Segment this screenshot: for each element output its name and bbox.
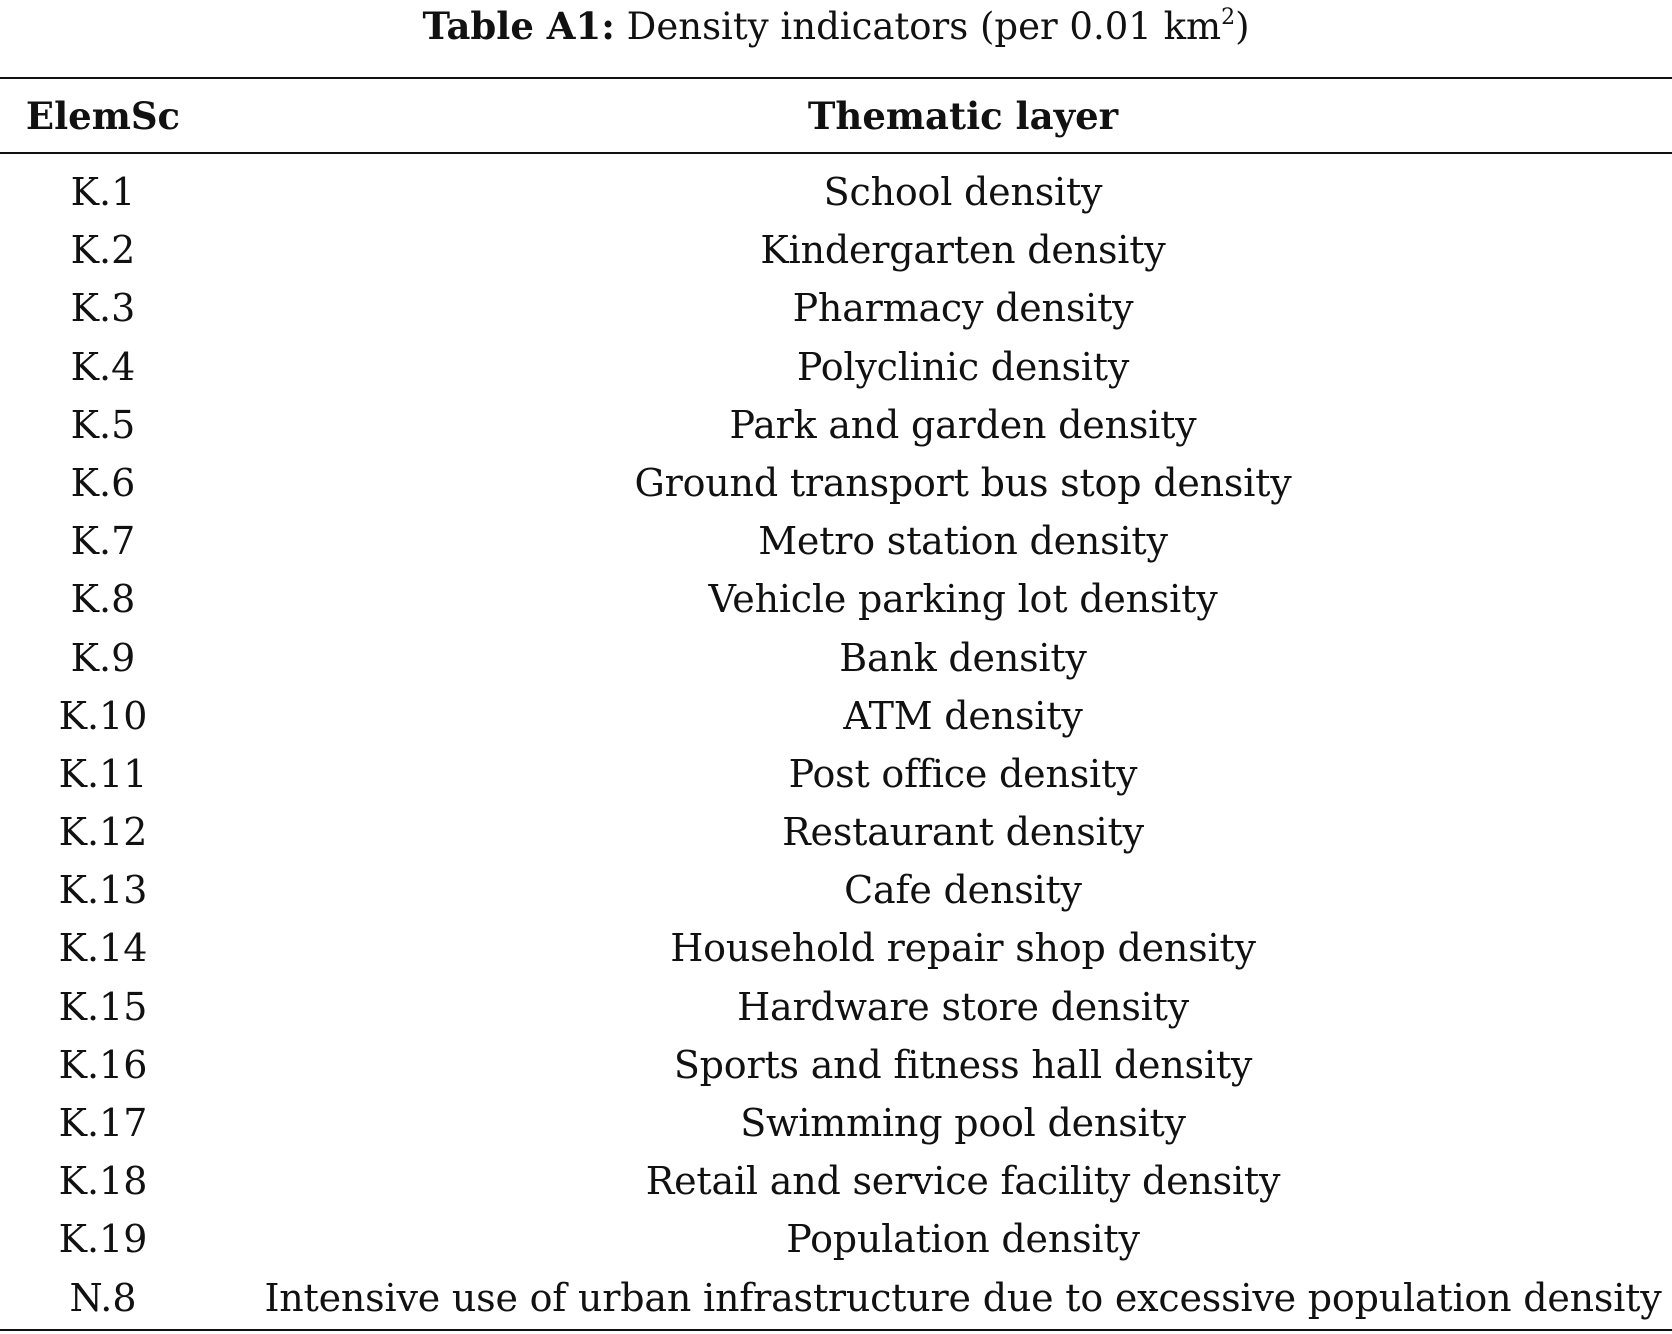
cell-elemsc: K.2 (70, 228, 136, 273)
cell-elemsc: K.4 (70, 344, 136, 389)
cell-thematic-layer: Cafe density (844, 868, 1082, 913)
cell-thematic-layer: Pharmacy density (792, 286, 1134, 331)
table-row (0, 512, 1672, 570)
cell-thematic-layer: Bank density (839, 635, 1087, 680)
cell-elemsc: K.15 (58, 984, 148, 1029)
table-row (0, 978, 1672, 1036)
cell-thematic-layer: Household repair shop density (670, 926, 1256, 971)
table-row (0, 570, 1672, 628)
table-row (0, 1269, 1672, 1327)
table-row (0, 745, 1672, 803)
table-caption-text: Density indicators (per 0.01 km (626, 5, 1222, 48)
table-row (0, 919, 1672, 977)
cell-elemsc: K.8 (70, 577, 136, 622)
table-caption-superscript: 2 (1221, 4, 1236, 30)
table-row (0, 1036, 1672, 1094)
table-row (0, 687, 1672, 745)
cell-thematic-layer: Population density (786, 1217, 1140, 1262)
cell-thematic-layer: Sports and fitness hall density (673, 1042, 1253, 1087)
cell-elemsc: K.3 (70, 286, 136, 331)
cell-thematic-layer: School density (823, 170, 1103, 214)
table-row (0, 861, 1672, 919)
cell-thematic-layer: Post office density (788, 751, 1138, 796)
cell-elemsc: K.10 (58, 693, 148, 738)
cell-thematic-layer: Intensive use of urban infrastructure due to excessive population density (264, 1275, 1662, 1320)
cell-elemsc: K.19 (58, 1217, 148, 1262)
cell-elemsc: K.16 (58, 1042, 148, 1087)
cell-elemsc: K.1 (70, 170, 136, 214)
cell-elemsc: K.7 (70, 519, 136, 564)
cell-thematic-layer: Restaurant density (782, 810, 1144, 855)
cell-elemsc: K.11 (58, 751, 148, 796)
cell-elemsc: K.13 (58, 868, 148, 913)
table-header-rule (0, 152, 1672, 154)
table-row (0, 629, 1672, 687)
table-row (0, 396, 1672, 454)
header-thematic-layer: Thematic layer (807, 94, 1119, 138)
cell-thematic-layer: Vehicle parking lot density (708, 577, 1218, 622)
cell-thematic-layer: Park and garden density (729, 402, 1197, 447)
cell-elemsc: K.18 (58, 1159, 148, 1204)
cell-thematic-layer: ATM density (843, 693, 1083, 738)
cell-elemsc: K.14 (58, 926, 148, 971)
cell-elemsc: N.8 (69, 1275, 137, 1320)
cell-thematic-layer: Kindergarten density (760, 228, 1166, 273)
table-caption-close: ) (1235, 5, 1250, 48)
table-row (0, 1210, 1672, 1268)
table-row (0, 454, 1672, 512)
table-row (0, 279, 1672, 337)
cell-elemsc: K.5 (70, 402, 136, 447)
cell-thematic-layer: Retail and service facility density (645, 1159, 1281, 1204)
table-row (0, 803, 1672, 861)
table-header-row (0, 80, 1672, 152)
cell-elemsc: K.17 (58, 1101, 148, 1145)
cell-thematic-layer: Metro station density (758, 519, 1168, 564)
table-row (0, 338, 1672, 396)
cell-thematic-layer: Ground transport bus stop density (634, 460, 1292, 505)
table-caption (0, 0, 1672, 60)
table-bottom-rule (0, 1329, 1672, 1331)
table-row (0, 221, 1672, 279)
table-body (0, 163, 1672, 1327)
cell-elemsc: K.6 (70, 460, 136, 505)
cell-elemsc: K.12 (58, 810, 148, 855)
table-row (0, 163, 1672, 221)
cell-elemsc: K.9 (70, 635, 136, 680)
table-caption-label: Table A1: (422, 4, 615, 48)
table-row (0, 1094, 1672, 1152)
table-top-rule (0, 77, 1672, 79)
table-row (0, 1152, 1672, 1210)
header-elemsc: ElemSc (25, 94, 181, 138)
cell-thematic-layer: Swimming pool density (740, 1101, 1186, 1145)
cell-thematic-layer: Hardware store density (737, 984, 1189, 1029)
cell-thematic-layer: Polyclinic density (796, 344, 1130, 389)
